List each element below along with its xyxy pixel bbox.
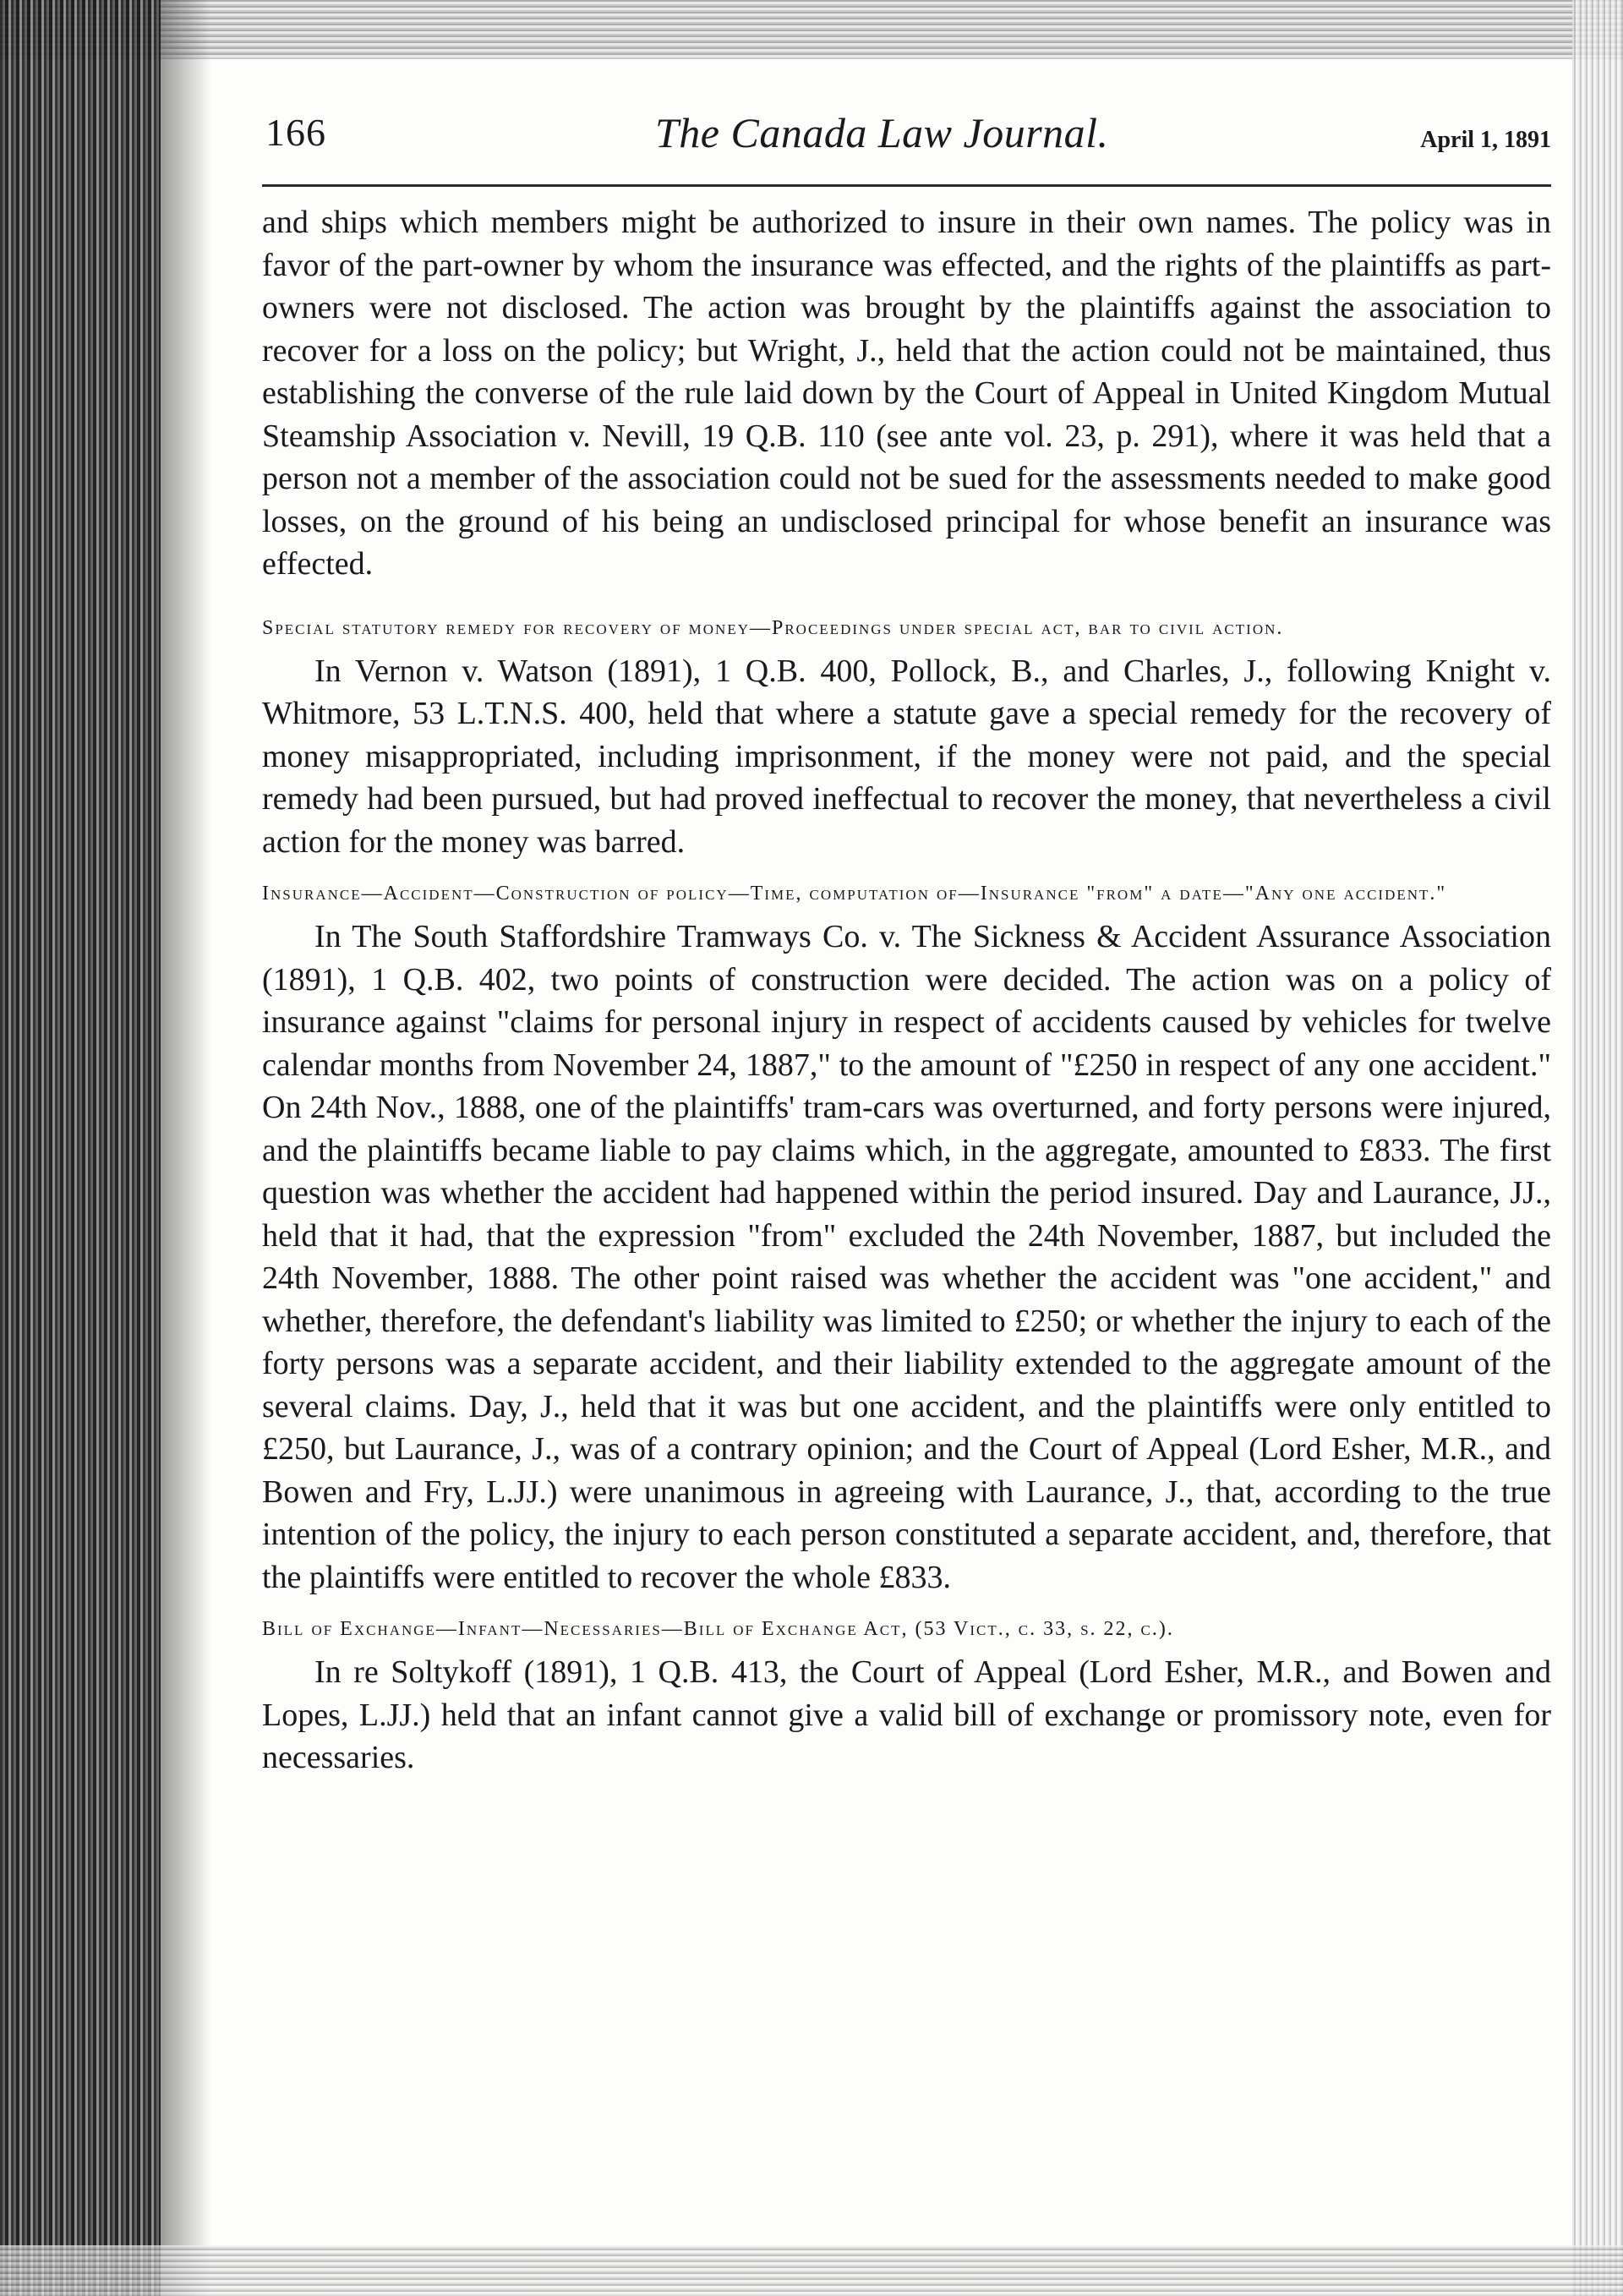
header-rule (262, 184, 1551, 187)
scan-edge-top (0, 0, 1623, 59)
article-continuation-paragraph: and ships which members might be authorized to insure in their own names. The policy was in favor of the part-owner by whom the insurance was effected, and the rights of the plaintiffs as part-owners were not disclosed. The action was brought by the plaintiffs against the association to recover for a loss on the policy; but Wright, J., held that the action could not be maintained, thus establishing the converse of the rule laid down by the Court of Appeal in United Kingdom Mutual Steamship Association v. Nevill, 19 Q.B. 110 (see ante vol. 23, p. 291), where it was held that a person not a member of the association could not be sued for the assessments needed to make good losses, on the ground of his being an undisclosed principal for whose benefit an insurance was effected. (262, 205, 1551, 582)
section-heading-special-statutory-remedy: Special statutory remedy for recovery of money—Proceedings under special act, bar to civil action. (262, 616, 1284, 639)
journal-title: The Canada Law Journal. (655, 109, 1109, 156)
scan-binding-edge (0, 0, 161, 2296)
section-heading-insurance-accident: Insurance—Accident—Construction of policy—Time, computation of—Insurance "from" a date—"Any one accident." (262, 883, 1447, 905)
scan-edge-right (1572, 0, 1623, 2296)
case-paragraph-south-staffordshire-tramways: In The South Staffordshire Tramways Co. v. The Sickness & Accident Assurance Association (1891), 1 Q.B. 402, two points of construction were decided. The action was on a policy of insurance against "claims for personal injury in respect of accidents caused by vehicles for twelve calendar months from November 24, 1887," to the amount of "£250 in respect of any one accident." On 24th Nov., 1888, one of the plaintiffs' tram-cars was overturned, and forty persons were injured, and the plaintiffs became liable to pay claims which, in the aggregate, amounted to £833. The first question was whether the accident had happened within the period insured. Day and Laurance, JJ., held that it had, that the expression "from" excluded the 24th November, 1887, but included the 24th November, 1888. The other point raised was whether the accident was "one accident," and whether, therefore, the defendant's liability was limited to £250; or whether the injury to each of the forty persons was a separate accident, and their liability extended to the aggregate amount of the several claims. Day, J., held that it was but one accident, and the plaintiffs were only entitled to £250, but Laurance, J., was of a contrary opinion; and the Court of Appeal (Lord Esher, M.R., and Bowen and Fry, L.JJ.) were unanimous in agreeing with Laurance, J., that, according to the true intention of the policy, the injury to each person constituted a separate accident, and, therefore, that the plaintiffs were entitled to recover the whole £833. (262, 919, 1551, 1595)
page-content (262, 101, 1551, 1775)
page-number: 166 (265, 111, 326, 154)
article-body (262, 201, 1551, 1779)
issue-date: April 1, 1891 (1420, 127, 1551, 153)
section-heading-bill-of-exchange: Bill of Exchange—Infant—Necessaries—Bill of Exchange Act, (53 Vict., c. 33, s. 22, c.). (262, 1618, 1174, 1640)
case-paragraph-re-soltykoff: In re Soltykoff (1891), 1 Q.B. 413, the Court of Appeal (Lord Esher, M.R., and Bowen and Lopes, L.JJ.) held that an infant cannot give a valid bill of exchange or promissory note, even for necessaries. (262, 1654, 1551, 1775)
scan-edge-bottom (0, 2245, 1623, 2296)
running-header (262, 101, 1551, 178)
case-paragraph-vernon-v-watson: In Vernon v. Watson (1891), 1 Q.B. 400, Pollock, B., and Charles, J., following Knight v. Whitmore, 53 L.T.N.S. 400, held that where a statute gave a special remedy for the recovery of money misappropriated, including imprisonment, if the money were not paid, and the special remedy had been pursued, but had proved ineffectual to recover the money, that nevertheless a civil action for the money was barred. (262, 653, 1551, 860)
